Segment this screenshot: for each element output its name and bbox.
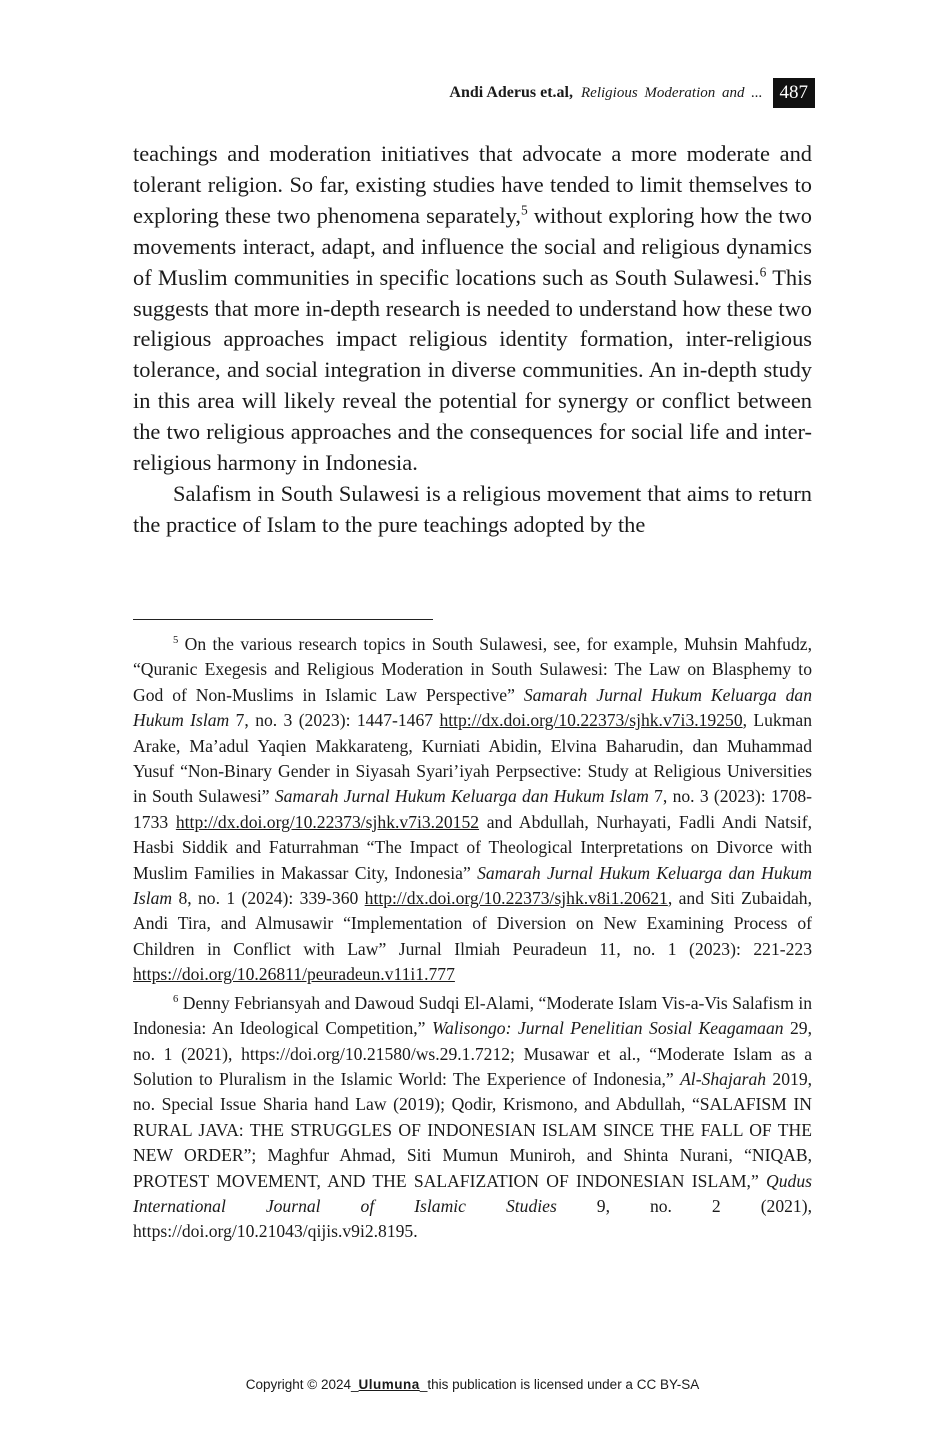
main-text xyxy=(133,139,812,541)
header-author: Andi Aderus et.al, xyxy=(449,84,573,101)
journal-title: Samarah Jurnal Hukum Keluarga dan Hukum Islam xyxy=(133,684,812,731)
footnote-marker: 5 xyxy=(173,635,179,647)
journal-title: Walisongo: Jurnal Penelitian Sosial Keagamaan xyxy=(431,1018,784,1039)
footnote-5: $^5$ On the various research topics in South Sulawesi, see, for example, Muhsin Mahfudz, “Quranic Exegesis and Religious Moderation in South Sulawesi: The Law on Blasphemy to God of Non-Muslims in Islamic Law Perspective” Samarah Jurnal Hukum Keluarga dan Hukum Islam 7, no. 3 (2023): 1447-1467 http://dx.doi.org/10.22373/sjhk.v7i3.19250, Lukman Arake, Ma’adul Yaqien Makkarateng, Kurniati Abidin, Elvina Baharudin, dan Muhammad Yusuf “Non-Binary Gender in Siyasah Syari’iyah Perpsective: Study at Religious Universities in South Sulawesi” Samarah Jurnal Hukum Keluarga dan Hukum Islam 7, no. 3 (2023): 1708-1733 http://dx.doi.org/10.22373/sjhk.v7i3.20152 and Abdullah, Nurhayati, Fadli Andi Natsif, Hasbi Siddik and Faturrahman “The Impact of Theological Interpretations on Divorce with Muslim Families in Makassar City, Indonesia” Samarah Jurnal Hukum Keluarga dan Hukum Islam 8, no. 1 (2024): 339-360 http://dx.doi.org/10.22373/sjhk.v8i1.20621, and Siti Zubaidah, Andi Tira, and Almusawir “Implementation of Diversion on New Examining Process of Children in Conflict with Law” Jurnal Ilmiah Peuradeun 11, no. 1 (2023): 221-223 https://doi.org/10.26811/peuradeun.v11i1.777 xyxy=(133,634,813,985)
journal-logo: Ulumuna xyxy=(358,1377,420,1392)
page-number: 487 xyxy=(773,78,816,108)
footnote-marker: 6 xyxy=(173,993,179,1005)
footnotes xyxy=(133,632,812,1245)
paragraph: teachings and moderation initiatives that advocate a more moderate and tolerant religion. So far, existing studies have tended to limit themselves to exploring these two phenomena separately,$^5$ without exploring how the two movements interact, adapt, and influence the social and religious dynamics of Muslim communities in specific locations such as South Sulawesi.$^6$ This suggests that more in-depth research is needed to understand how these two religious approaches impact religious identity formation, inter-religious tolerance, and social integration in diverse communities. An in-depth study in this area will likely reveal the potential for synergy or conflict between the two religious approaches and the consequences for social life and inter-religious harmony in Indonesia. xyxy=(133,141,813,476)
journal-title: Al-Shajarah xyxy=(680,1068,767,1089)
copyright-footer: Copyright © 2024_Ulumuna_this publication is licensed under a CC BY-SA xyxy=(245,1377,700,1392)
doi-link[interactable]: http://dx.doi.org/10.22373/sjhk.v8i1.20621 xyxy=(364,888,668,909)
journal-title: Qudus International Journal of Islamic Studies xyxy=(133,1170,812,1216)
doi-link[interactable]: https://doi.org/10.26811/peuradeun.v11i1.777 xyxy=(133,964,455,985)
running-header xyxy=(449,78,815,108)
paragraph: Salafism in South Sulawesi is a religious movement that aims to return the practice of Islam to the pure teachings adopted by the xyxy=(133,480,812,537)
footnote-ref[interactable]: 5 xyxy=(520,202,528,218)
header-title: Religious Moderation and ... xyxy=(581,84,763,101)
footnote-ref[interactable]: 6 xyxy=(759,264,767,280)
footnote-6: $^6$ Denny Febriansyah and Dawoud Sudqi El-Alami, “Moderate Islam Vis-a-Vis Salafism in Indonesia: An Ideological Competition,” Walisongo: Jurnal Penelitian Sosial Keagamaan 29, no. 1 (2021), https://doi.org/10.21580/ws.29.1.7212; Musawar et al., “Moderate Islam as a Solution to Pluralism in the Islamic World: The Experience of Indonesia,” Al-Shajarah 2019, no. Special Issue Sharia hand Law (2019); Qodir, Krismono, and Abdullah, “SALAFISM IN RURAL JAVA: THE STRUGGLES OF INDONESIAN ISLAM SINCE THE FALL OF THE NEW ORDER”; Maghfur Ahmad, Siti Mumun Muniroh, and Shinta Nurani, “NIQAB, PROTEST MOVEMENT, AND THE SALAFIZATION OF INDONESIAN ISLAM,” Qudus International Journal of Islamic Studies 9, no. 2 (2021), https://doi.org/10.21043/qijis.v9i2.8195. xyxy=(133,992,813,1242)
journal-title: Samarah Jurnal Hukum Keluarga dan Hukum Islam xyxy=(133,862,813,909)
doi-link[interactable]: http://dx.doi.org/10.22373/sjhk.v7i3.19250 xyxy=(439,710,743,731)
doi-link[interactable]: http://dx.doi.org/10.22373/sjhk.v7i3.20152 xyxy=(175,811,480,832)
footnote-divider xyxy=(133,619,433,620)
journal-title: Samarah Jurnal Hukum Keluarga dan Hukum Islam xyxy=(274,786,649,807)
